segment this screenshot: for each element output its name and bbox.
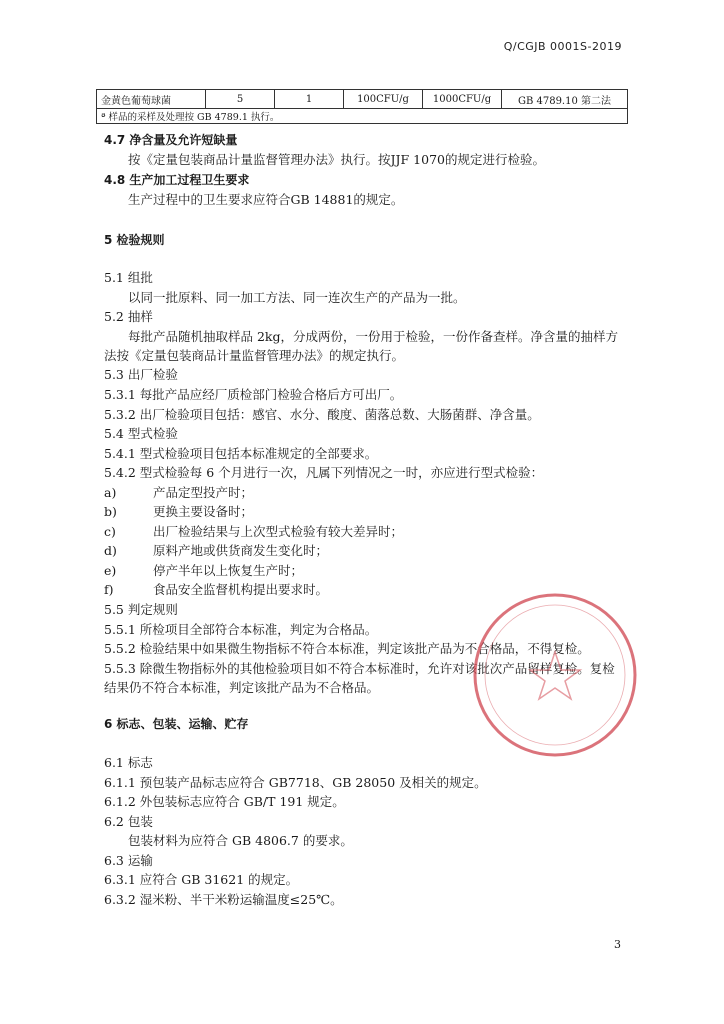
body-text-line: 6.3.1 应符合 GB 31621 的规定。 (104, 872, 299, 887)
body-text-line: 6.1.1 预包装产品标志应符合 GB7718、GB 28050 及相关的规定。 (104, 775, 487, 790)
body-text-line: 每批产品随机抽取样品 2kg，分成两份，一份用于检验，一份作备查样。净含量的抽样方 (128, 329, 619, 344)
table-cell: 100CFU/g (344, 90, 423, 109)
body-text-line: 5.4 型式检验 (104, 426, 178, 441)
company-seal (470, 590, 640, 760)
body-text-line: 包装材料为应符合 GB 4806.7 的要求。 (128, 833, 353, 848)
body-text-line: 结果仍不符合本标准，判定该批产品为不合格品。 (104, 680, 380, 695)
table-note: ª 样品的采样及处理按 GB 4789.1 执行。 (97, 109, 628, 124)
body-text-line: 食品安全监督机构提出要求时。 (153, 582, 329, 597)
body-text-line: 5.4.2 型式检验每 6 个月进行一次，凡属下列情况之一时，亦应进行型式检验： (104, 465, 544, 480)
body-text-line: 原料产地或供货商发生变化时； (153, 543, 329, 558)
body-text-line: 5.5 判定规则 (104, 602, 178, 617)
body-text-line: f) (104, 582, 114, 597)
body-text-line: 5.3.1 每批产品应经厂质检部门检验合格后方可出厂。 (104, 387, 403, 402)
table-cell: 金黄色葡萄球菌 (97, 90, 206, 109)
body-text-line: e) (104, 563, 117, 578)
body-text-line: 5.3.2 出厂检验项目包括：感官、水分、酸度、菌落总数、大肠菌群、净含量。 (104, 407, 540, 422)
table-cell: 1 (275, 90, 344, 109)
body-text-line: c) (104, 524, 116, 539)
body-text-line: 5.3 出厂检验 (104, 367, 178, 382)
body-text-line: 更换主要设备时； (153, 504, 254, 519)
body-text-line: 5.5.1 所检项目全部符合本标准，判定为合格品。 (104, 622, 378, 637)
page-number: 3 (614, 938, 621, 951)
body-text-line: d) (104, 543, 117, 558)
table-row (97, 90, 628, 109)
section-heading: 4.7 净含量及允许短缺量 (104, 133, 238, 147)
body-text-line: 5.5.2 检验结果中如果微生物指标不符合本标准，判定该批产品为不合格品，不得复检。 (104, 641, 590, 656)
body-text-line: 5.1 组批 (104, 270, 153, 285)
body-text-line: 法按《定量包装商品计量监督管理办法》的规定执行。 (104, 348, 405, 363)
body-text-line: 以同一批原料、同一加工方法、同一连次生产的产品为一批。 (128, 290, 466, 305)
table-cell: 5 (206, 90, 275, 109)
body-text-line: 5.4.1 型式检验项目包括本标准规定的全部要求。 (104, 446, 378, 461)
body-text-line: 6.2 包装 (104, 814, 153, 829)
table-cell: 1000CFU/g (423, 90, 502, 109)
body-text-line: 6.3 运输 (104, 853, 153, 868)
body-text-line: 5.5.3 除微生物指标外的其他检验项目如不符合本标准时，允许对该批次产品留样复检。复检 (104, 661, 615, 676)
body-text-line: 生产过程中的卫生要求应符合GB 14881的规定。 (128, 192, 404, 207)
body-text-line: 出厂检验结果与上次型式检验有较大差异时； (153, 524, 404, 539)
body-text-line: 产品定型投产时； (153, 485, 254, 500)
section-heading: 4.8 生产加工过程卫生要求 (104, 173, 250, 187)
table-cell: GB 4789.10 第二法 (502, 90, 628, 109)
section-heading: 5 检验规则 (104, 233, 165, 247)
section-heading: 6 标志、包装、运输、贮存 (104, 717, 249, 731)
body-text-line: b) (104, 504, 117, 519)
microbiology-table (96, 89, 628, 124)
page-header-code: Q/CGJB 0001S-2019 (503, 40, 622, 53)
body-text-line: a) (104, 485, 117, 500)
body-text-line: 按《定量包装商品计量监督管理办法》执行。按JJF 1070的规定进行检验。 (128, 152, 545, 167)
body-text-line: 6.1 标志 (104, 755, 153, 770)
body-text-line: 6.3.2 湿米粉、半干米粉运输温度≤25℃。 (104, 892, 343, 907)
table-note-row (97, 109, 628, 124)
body-text-line: 5.2 抽样 (104, 309, 153, 324)
body-text-line: 6.1.2 外包装标志应符合 GB/T 191 规定。 (104, 794, 345, 809)
body-text-line: 停产半年以上恢复生产时； (153, 563, 304, 578)
